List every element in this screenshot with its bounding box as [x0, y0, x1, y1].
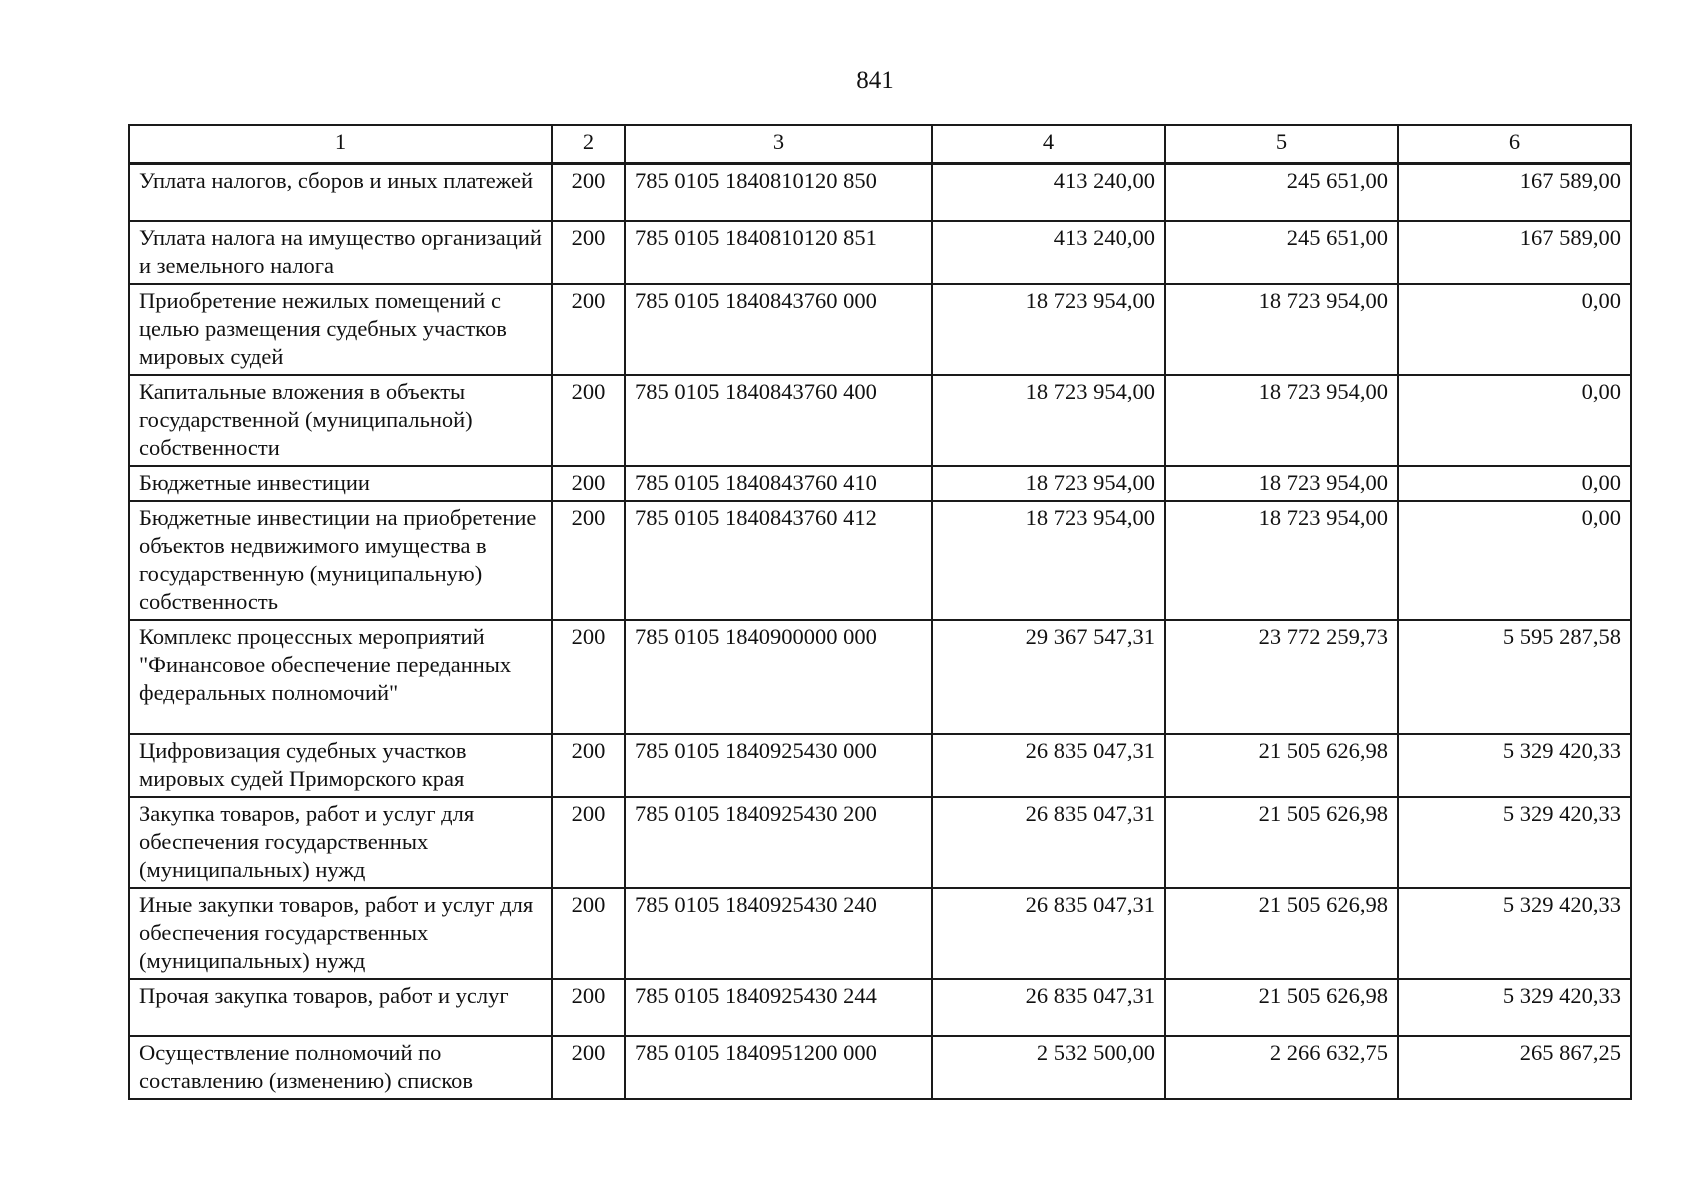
row-value-col6: 265 867,25: [1398, 1036, 1631, 1099]
row-name: Цифровизация судебных участков мировых судей Приморского края: [129, 734, 552, 797]
page-number: 841: [856, 67, 894, 94]
row-value-col6: 0,00: [1398, 466, 1631, 501]
column-header-3: 3: [625, 125, 932, 164]
row-value-col5: 18 723 954,00: [1165, 466, 1398, 501]
row-name: Бюджетные инвестиции на приобретение объектов недвижимого имущества в государственную (муниципальную) собственность: [129, 501, 552, 620]
row-value-col6: 5 329 420,33: [1398, 797, 1631, 888]
row-budget-code: 785 0105 1840900000 000: [625, 620, 932, 734]
row-value-col4: 18 723 954,00: [932, 501, 1165, 620]
row-value-col5: 18 723 954,00: [1165, 284, 1398, 375]
row-code: 200: [552, 797, 625, 888]
row-value-col4: 413 240,00: [932, 221, 1165, 284]
row-budget-code: 785 0105 1840810120 851: [625, 221, 932, 284]
column-header-6: 6: [1398, 125, 1631, 164]
row-value-col6: 5 329 420,33: [1398, 888, 1631, 979]
row-value-col6: 0,00: [1398, 501, 1631, 620]
row-budget-code: 785 0105 1840843760 412: [625, 501, 932, 620]
table-row: [129, 501, 1631, 620]
row-budget-code: 785 0105 1840925430 000: [625, 734, 932, 797]
row-value-col6: 0,00: [1398, 375, 1631, 466]
row-value-col5: 18 723 954,00: [1165, 375, 1398, 466]
row-name: Бюджетные инвестиции: [129, 466, 552, 501]
row-value-col4: 26 835 047,31: [932, 797, 1165, 888]
row-budget-code: 785 0105 1840925430 240: [625, 888, 932, 979]
row-code: 200: [552, 466, 625, 501]
row-value-col6: 5 595 287,58: [1398, 620, 1631, 734]
table-row: [129, 620, 1631, 734]
row-code: 200: [552, 284, 625, 375]
row-value-col6: 5 329 420,33: [1398, 979, 1631, 1036]
row-name: Уплата налогов, сборов и иных платежей: [129, 164, 552, 221]
row-budget-code: 785 0105 1840951200 000: [625, 1036, 932, 1099]
row-budget-code: 785 0105 1840810120 850: [625, 164, 932, 221]
row-value-col5: 23 772 259,73: [1165, 620, 1398, 734]
row-value-col4: 18 723 954,00: [932, 284, 1165, 375]
row-name: Уплата налога на имущество организаций и земельного налога: [129, 221, 552, 284]
row-value-col5: 21 505 626,98: [1165, 888, 1398, 979]
row-value-col4: 26 835 047,31: [932, 979, 1165, 1036]
table-row: [129, 797, 1631, 888]
row-name: Комплекс процессных мероприятий "Финансовое обеспечение переданных федеральных полномочий": [129, 620, 552, 734]
budget-table: [128, 124, 1632, 1100]
row-value-col4: 29 367 547,31: [932, 620, 1165, 734]
table-row: [129, 221, 1631, 284]
row-budget-code: 785 0105 1840925430 244: [625, 979, 932, 1036]
row-code: 200: [552, 1036, 625, 1099]
row-code: 200: [552, 888, 625, 979]
row-value-col6: 167 589,00: [1398, 164, 1631, 221]
row-value-col5: 21 505 626,98: [1165, 734, 1398, 797]
row-budget-code: 785 0105 1840843760 410: [625, 466, 932, 501]
row-value-col5: 18 723 954,00: [1165, 501, 1398, 620]
row-value-col6: 167 589,00: [1398, 221, 1631, 284]
row-value-col4: 26 835 047,31: [932, 888, 1165, 979]
table-row: [129, 375, 1631, 466]
row-name: Иные закупки товаров, работ и услуг для обеспечения государственных (муниципальных) нужд: [129, 888, 552, 979]
row-code: 200: [552, 164, 625, 221]
row-name: Осуществление полномочий по составлению (изменению) списков: [129, 1036, 552, 1099]
table-header-row: [129, 125, 1631, 164]
row-code: 200: [552, 501, 625, 620]
row-value-col5: 245 651,00: [1165, 164, 1398, 221]
row-value-col6: 0,00: [1398, 284, 1631, 375]
table-row: [129, 734, 1631, 797]
row-value-col6: 5 329 420,33: [1398, 734, 1631, 797]
table-row: [129, 284, 1631, 375]
row-value-col4: 413 240,00: [932, 164, 1165, 221]
table-row: [129, 466, 1631, 501]
column-header-5: 5: [1165, 125, 1398, 164]
table-row: [129, 164, 1631, 221]
column-header-2: 2: [552, 125, 625, 164]
row-code: 200: [552, 221, 625, 284]
row-value-col5: 21 505 626,98: [1165, 979, 1398, 1036]
row-value-col5: 21 505 626,98: [1165, 797, 1398, 888]
row-budget-code: 785 0105 1840843760 400: [625, 375, 932, 466]
row-name: Капитальные вложения в объекты государственной (муниципальной) собственности: [129, 375, 552, 466]
row-value-col4: 18 723 954,00: [932, 375, 1165, 466]
column-header-1: 1: [129, 125, 552, 164]
row-budget-code: 785 0105 1840843760 000: [625, 284, 932, 375]
row-value-col4: 2 532 500,00: [932, 1036, 1165, 1099]
row-budget-code: 785 0105 1840925430 200: [625, 797, 932, 888]
row-value-col5: 2 266 632,75: [1165, 1036, 1398, 1099]
row-code: 200: [552, 375, 625, 466]
row-value-col4: 18 723 954,00: [932, 466, 1165, 501]
row-code: 200: [552, 979, 625, 1036]
row-code: 200: [552, 734, 625, 797]
row-code: 200: [552, 620, 625, 734]
row-value-col5: 245 651,00: [1165, 221, 1398, 284]
row-name: Приобретение нежилых помещений с целью размещения судебных участков мировых судей: [129, 284, 552, 375]
row-name: Прочая закупка товаров, работ и услуг: [129, 979, 552, 1036]
table-row: [129, 1036, 1631, 1099]
table-row: [129, 979, 1631, 1036]
table-row: [129, 888, 1631, 979]
row-name: Закупка товаров, работ и услуг для обеспечения государственных (муниципальных) нужд: [129, 797, 552, 888]
column-header-4: 4: [932, 125, 1165, 164]
row-value-col4: 26 835 047,31: [932, 734, 1165, 797]
